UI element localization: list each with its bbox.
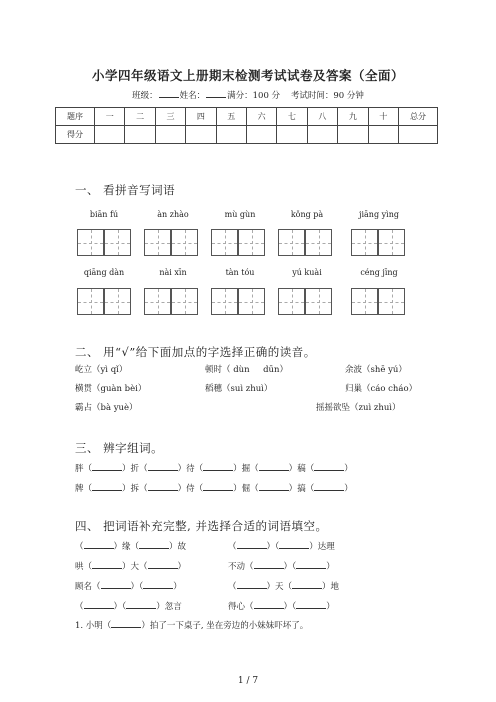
idiom-item (75, 580, 182, 592)
idiom-text: ）地 (322, 582, 340, 592)
section3-heading: 三、 辨字组词。 (75, 441, 164, 455)
answer-blank[interactable] (203, 462, 233, 471)
pinyin-label: mù gùn (224, 210, 256, 219)
writing-box[interactable] (378, 288, 405, 315)
answer-blank[interactable] (84, 540, 114, 549)
writing-box[interactable] (305, 229, 332, 256)
section1-heading: 一、 看拼音写词语 (75, 183, 176, 197)
score-header-cell: 七 (277, 108, 307, 126)
writing-box[interactable] (238, 288, 265, 315)
fill-sentence (75, 619, 308, 631)
answer-blank[interactable] (143, 580, 173, 589)
score-row-label: 得分 (56, 126, 95, 144)
score-cell[interactable] (399, 126, 438, 144)
reading-item[interactable] (205, 363, 288, 375)
answer-blank[interactable] (279, 540, 309, 549)
answer-blank[interactable] (148, 462, 178, 471)
idiom-item (75, 600, 182, 612)
answer-blank[interactable] (148, 560, 178, 569)
reading-item-suffix: ） (279, 365, 289, 375)
score-cell[interactable] (186, 126, 216, 144)
idiom-item (228, 580, 339, 592)
page-title: 小学四年级语文上册期末检测考试试卷及答案（全面） (91, 68, 404, 83)
score-cell[interactable] (125, 126, 155, 144)
answer-blank[interactable] (111, 619, 141, 628)
reading-item[interactable]: 屹立（yì qǐ） (75, 365, 128, 375)
score-header-cell: 八 (307, 108, 337, 126)
score-header-cell: 九 (338, 108, 368, 126)
section4-heading: 四、 把词语补充完整, 并选择合适的词语填空。 (75, 519, 328, 533)
idiom-text: ）忽言 (156, 602, 182, 612)
idiom-text: ）（ (283, 602, 297, 612)
name-blank (206, 89, 226, 98)
char-prompt: 待 (186, 464, 195, 474)
answer-blank[interactable] (296, 560, 326, 569)
answer-blank[interactable] (148, 482, 178, 491)
pinyin-label: biān fú (89, 210, 119, 219)
reading-item-prefix: 顿时（ (205, 365, 234, 375)
idiom-text: ） (326, 602, 335, 612)
answer-blank[interactable] (92, 462, 122, 471)
idiom-item (228, 540, 335, 552)
reading-item[interactable]: 摇摇欲坠（zuì zhuì） (316, 403, 401, 413)
score-cell[interactable] (307, 126, 337, 144)
idiom-text: ） (326, 562, 335, 572)
reading-item[interactable]: 霸占（bà yuè） (75, 403, 138, 413)
pinyin-label: qiāng dàn (83, 268, 125, 277)
answer-blank[interactable] (139, 540, 169, 549)
pinyin-label: tàn tóu (225, 268, 255, 277)
char-prompt: 折 (130, 464, 140, 474)
class-blank (159, 89, 179, 98)
idiom-text: ） (177, 562, 187, 572)
score-cell[interactable] (277, 126, 307, 144)
writing-box[interactable] (104, 229, 131, 256)
writing-box[interactable] (278, 288, 305, 315)
idiom-text: 顾名（ (75, 582, 101, 592)
idiom-text: ）（ (113, 602, 127, 612)
word-group-row: 胖（ ）折（ ）待（ ）掘（ ）稿（ ） (75, 464, 353, 474)
answer-blank[interactable] (314, 462, 344, 471)
section2-heading: 二、 用“√”给下面加点的字选择正确的读音。 (75, 345, 316, 359)
writing-box[interactable] (351, 229, 378, 256)
idiom-text: ）（ (283, 562, 297, 572)
answer-blank[interactable] (237, 540, 267, 549)
writing-box[interactable] (278, 229, 305, 256)
idiom-text: 得心（ (228, 602, 254, 612)
idiom-text: 哄（ (75, 562, 93, 572)
reading-option[interactable]: dùn (233, 365, 250, 375)
pinyin-label: jiāng yìng (359, 210, 399, 219)
score-table (55, 107, 438, 144)
writing-box[interactable] (77, 288, 104, 315)
score-cell[interactable] (246, 126, 276, 144)
score-header-cell: 六 (246, 108, 276, 126)
char-prompt: 掘 (241, 464, 251, 474)
score-header-cell: 五 (216, 108, 246, 126)
idiom-text: ）天（ (266, 582, 293, 592)
writing-box[interactable] (144, 288, 171, 315)
char-prompt: 牌 (75, 484, 84, 494)
idiom-item (228, 600, 335, 612)
idiom-text: ）大（ (122, 562, 148, 572)
score-header-cell: 十 (368, 108, 398, 126)
char-prompt: 侍 (186, 484, 195, 494)
full-score: 满分：100 分 (227, 91, 281, 101)
idiom-text: （ (75, 602, 84, 612)
idiom-text: ）（ (266, 542, 280, 552)
score-header-cell: 题序 (56, 108, 95, 126)
idiom-text: （ (75, 542, 84, 552)
exam-info (0, 89, 496, 101)
score-value-row (56, 126, 438, 144)
char-prompt: 稿 (297, 464, 306, 474)
reading-item[interactable]: 横贯（guàn bèi） (75, 384, 147, 394)
writing-box[interactable] (144, 229, 171, 256)
answer-blank[interactable] (314, 482, 344, 491)
answer-blank[interactable] (296, 600, 326, 609)
writing-box[interactable] (77, 229, 104, 256)
answer-blank[interactable] (126, 600, 156, 609)
writing-box[interactable] (238, 229, 265, 256)
name-label: 姓名： (179, 91, 206, 101)
reading-item[interactable]: 归巢（cáo cháo） (345, 384, 418, 394)
char-prompt: 胖 (75, 464, 84, 474)
score-header-cell: 二 (125, 108, 155, 126)
answer-blank[interactable] (259, 462, 289, 471)
score-cell[interactable] (216, 126, 246, 144)
pinyin-label: kǒng pà (290, 210, 324, 219)
class-label: 班级： (132, 91, 158, 101)
idiom-item (75, 560, 186, 572)
char-prompt: 倔 (241, 484, 251, 494)
score-cell[interactable] (368, 126, 398, 144)
reading-item[interactable]: 稻穗（suì zhuì） (205, 384, 273, 394)
writing-box[interactable] (211, 288, 238, 315)
word-group-row: 牌（ ）拆（ ）侍（ ）倔（ ）搞（ ） (75, 484, 353, 494)
score-header-cell: 一 (95, 108, 125, 126)
page-number: 1 / 7 (237, 676, 259, 686)
answer-blank[interactable] (254, 560, 284, 569)
sentence-text: 1. 小明（ (75, 621, 112, 631)
answer-blank[interactable] (259, 482, 289, 491)
writing-box[interactable] (171, 229, 198, 256)
char-prompt: 搞 (297, 484, 306, 494)
idiom-text: 不动（ (228, 562, 254, 572)
idiom-text: ）故 (169, 542, 187, 552)
sentence-text: ）拍了一下桌子, 坐在旁边的小妹妹吓坏了。 (141, 621, 309, 631)
score-header-row (56, 108, 438, 126)
pinyin-label: céng jīng (360, 268, 398, 277)
idiom-item (228, 560, 335, 572)
idiom-text: ）达理 (309, 542, 335, 552)
reading-item[interactable]: 余波（shē yú） (345, 365, 407, 375)
pinyin-label: nài xīn (159, 268, 187, 277)
answer-blank[interactable] (203, 482, 233, 491)
answer-blank[interactable] (237, 580, 267, 589)
writing-box[interactable] (211, 229, 238, 256)
idiom-text: ） (173, 582, 182, 592)
score-cell[interactable] (338, 126, 368, 144)
idiom-text: （ (228, 542, 237, 552)
answer-blank[interactable] (292, 580, 322, 589)
writing-box[interactable] (351, 288, 378, 315)
idiom-text: （ (228, 582, 237, 592)
writing-box[interactable] (305, 288, 332, 315)
pinyin-label: yú kuài (292, 268, 322, 277)
writing-box[interactable] (378, 229, 405, 256)
idiom-text: ）缘（ (113, 542, 140, 552)
answer-blank[interactable] (92, 482, 122, 491)
score-header-cell: 四 (186, 108, 216, 126)
score-cell[interactable] (95, 126, 125, 144)
score-header-cell: 三 (155, 108, 185, 126)
answer-blank[interactable] (84, 600, 114, 609)
answer-blank[interactable] (254, 600, 284, 609)
idiom-item (75, 540, 186, 552)
idiom-text: ）（ (130, 582, 144, 592)
answer-blank[interactable] (92, 560, 122, 569)
writing-box[interactable] (104, 288, 131, 315)
score-header-cell: 总分 (399, 108, 438, 126)
writing-box[interactable] (171, 288, 198, 315)
char-prompt: 拆 (130, 484, 140, 494)
pinyin-label: àn zhào (157, 210, 189, 219)
score-cell[interactable] (155, 126, 185, 144)
reading-option[interactable]: dūn (263, 365, 280, 375)
exam-time: 考试时间：90 分钟 (290, 91, 364, 101)
answer-blank[interactable] (101, 580, 131, 589)
